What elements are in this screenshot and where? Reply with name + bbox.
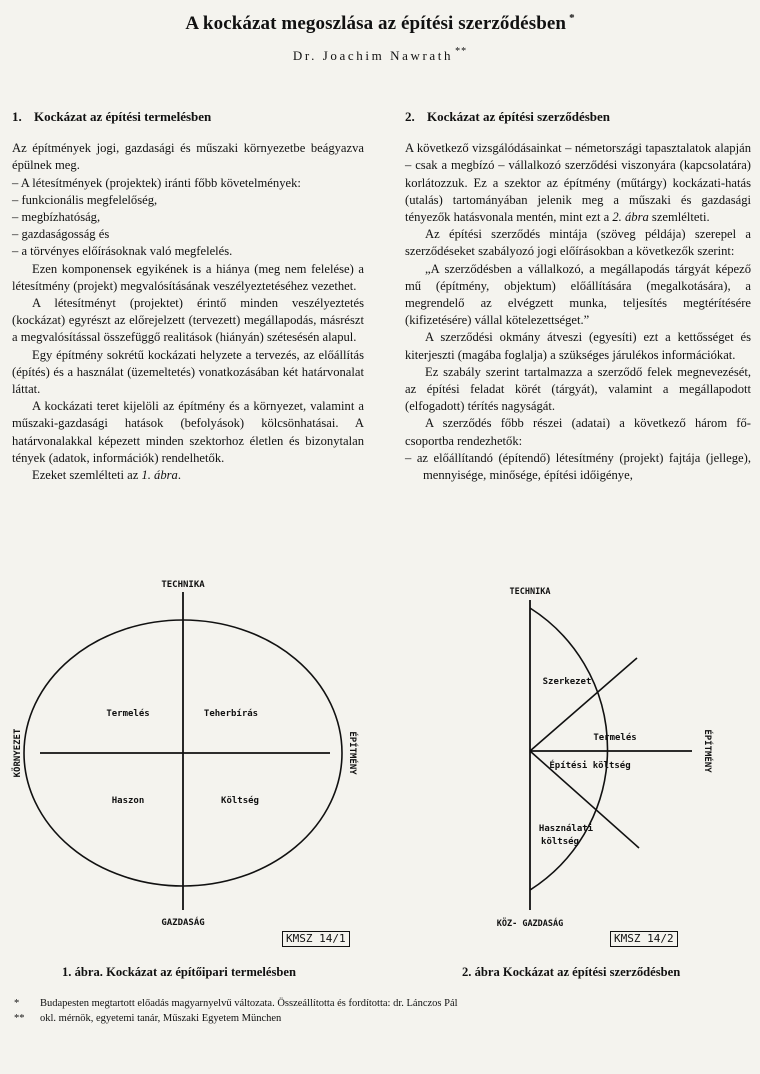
footnote-mark: ** xyxy=(14,1013,25,1024)
list-item: – megbízhatóság, xyxy=(12,210,101,225)
section-1-heading xyxy=(12,108,364,125)
footnotes xyxy=(14,996,458,1026)
axis-label-right: ÉPÍTMÉNY xyxy=(347,731,357,775)
author-line xyxy=(0,46,760,64)
figure-1-caption: 1. ábra. Kockázat az építőipari termelésben xyxy=(62,965,296,979)
list-item: – az előállítandó (építendő) létesítmény (projekt) fajtája (jellege), mennyisége, minősége, építési időigénye, xyxy=(405,450,751,483)
quadrant-label-tr: Teherbírás xyxy=(203,709,259,719)
figure-1 xyxy=(0,570,380,950)
sector-label-structure: Szerkezet xyxy=(542,677,592,687)
section-1-title: Kockázat az építési termelésben xyxy=(34,109,212,124)
figure-1-diagram xyxy=(0,570,380,950)
paper-title xyxy=(0,12,760,35)
author-footnote-mark: ** xyxy=(455,46,468,57)
paragraph: A kockázati teret kijelöli az építmény és a környezet, valamint a műszaki-gazdasági hatások (befolyások) kölcsönhatásai. A határvonalakkal képezett minden szektorhoz életlen és bizonytalan tények (adatok, információk) rendelhetők. xyxy=(12,399,364,465)
paragraph: Az építési szerződés mintája (szöveg példája) szerepel a szerződéseket szabályozó jogi előírásokban a következők szerint: xyxy=(405,227,751,259)
sector-label-construction-cost: Építési költség xyxy=(549,761,631,771)
figure-2-stamp: KMSZ 14/2 xyxy=(610,931,678,947)
paragraph-text: A következő vizsgálódásainkat – németországi tapasztalatok alapján – csak a megbízó – vállalkozó szerződési viszonyára (kapcsolatára) korlátozzuk. Ez a szektor az építmény (műtárgy) kockázati-hatás (utalás) tartományában jelenik meg a műszaki és gazdasági tényezők hatásvonala mentén, mint ezt a xyxy=(405,141,751,225)
title-footnote-mark: * xyxy=(569,12,575,24)
paragraph: A szerződési okmány átveszi (egyesíti) ezt a kettősséget és kiterjeszti (magába foglalja) a szükséges járulékos információkat. xyxy=(405,330,751,362)
paragraph xyxy=(12,467,364,484)
paragraph: A létesítményt (projektet) érintő minden veszélyeztetés (kockázat) egyrészt az előrejelzett (tervezett) megállapodás, másrészt a megvalósítással összefüggő realitások (hiányán) szétesésén alapul. xyxy=(12,296,364,345)
quadrant-label-tl: Termelés xyxy=(106,709,150,719)
paragraph-text: szemlélteti. xyxy=(648,210,710,225)
sector-label-usage-cost-1: Használati xyxy=(538,824,594,834)
figure-2-caption: 2. ábra Kockázat az építési szerződésben xyxy=(462,965,681,979)
paragraph: Ez szabály szerint tartalmazza a szerződő felek megnevezését, az építési feladat körét (tárgyát), valamint a megállapodott (elfogadott) térítés nagyságát. xyxy=(405,364,751,414)
section-2-heading xyxy=(405,108,751,125)
footnote xyxy=(14,1011,458,1026)
title-text: A kockázat megoszlása az építési szerződésben xyxy=(185,13,567,34)
footnote-text: okl. mérnök, egyetemi tanár, Műszaki Egyetem München xyxy=(40,1013,282,1024)
quadrant-label-br: Költség xyxy=(221,796,259,806)
sector-label-usage-cost-2: költség xyxy=(541,837,579,847)
footnote-text: Budapesten megtartott előadás magyarnyelvű változata. Összeállította és fordította: dr. Lánczos Pál xyxy=(40,998,458,1009)
right-column xyxy=(405,108,751,484)
paragraph-text: . xyxy=(177,468,181,483)
figure-1-stamp: KMSZ 14/1 xyxy=(282,931,350,947)
axis-label-top: TECHNIKA xyxy=(509,587,551,597)
figure-2-reference: 2. ábra xyxy=(612,210,649,225)
quadrant-label-bl: Haszon xyxy=(111,796,145,806)
risk-semicircle xyxy=(530,608,608,890)
axis-label-bottom: GAZDASÁG xyxy=(161,918,205,928)
paragraph-text: Ezeket szemlélteti az xyxy=(32,468,142,483)
list-item: – A létesítmények (projektek) iránti főbb követelmények: xyxy=(12,175,301,190)
footnote-mark: * xyxy=(14,998,20,1009)
paragraph xyxy=(405,140,751,226)
section-2-title: Kockázat az építési szerződésben xyxy=(427,109,611,124)
paragraph: Egy építmény sokrétű kockázati helyzete a tervezés, az előállítás (építés) és a használat (üzemeltetés) vonatkozásában két határvonalat láttat. xyxy=(12,347,364,397)
axis-label-left: KÖRNYEZET xyxy=(13,728,23,778)
figure-2-diagram xyxy=(470,580,720,930)
figure-1-reference: 1. ábra xyxy=(141,468,178,483)
sector-label-production: Termelés xyxy=(593,733,637,743)
quote-paragraph: „A szerződésben a vállalkozó, a megállapodás tárgyát képező mű (építmény, objektum) előállítására (megalkotására), a megrendelő az elvégzett munka, teljesítés megtérítésére (kifizetésére) vállal kötelezettséget.” xyxy=(405,261,751,328)
axis-label-top: TECHNIKA xyxy=(161,580,205,590)
footnote xyxy=(14,996,458,1011)
list-item: – funkcionális megfelelőség, xyxy=(12,192,158,207)
list-item: – gazdaságosság és xyxy=(12,227,110,242)
paragraph: Ezen komponensek egyikének is a hiánya (meg nem felelése) a létesítmény (projekt) megvalósításának veszélyeztetéséhez vezethet. xyxy=(12,261,364,293)
left-column xyxy=(12,108,364,484)
section-2-number: 2. xyxy=(405,109,415,124)
paragraph: Az építmények jogi, gazdasági és műszaki környezetbe beágyazva épülnek meg. xyxy=(12,141,364,173)
axis-label-bottom: KÖZ- GAZDASÁG xyxy=(496,919,564,929)
paragraph: A szerződés főbb részei (adatai) a következő három fő-csoportba rendezhetők: xyxy=(405,416,751,448)
axis-label-right: ÉPÍTMÉNY xyxy=(702,729,712,773)
figure-2 xyxy=(470,580,720,930)
list-item: – a törvényes előírásoknak való megfelelés. xyxy=(12,244,233,259)
section-1-number: 1. xyxy=(12,109,22,124)
author-name: Dr. Joachim Nawrath xyxy=(292,48,454,63)
